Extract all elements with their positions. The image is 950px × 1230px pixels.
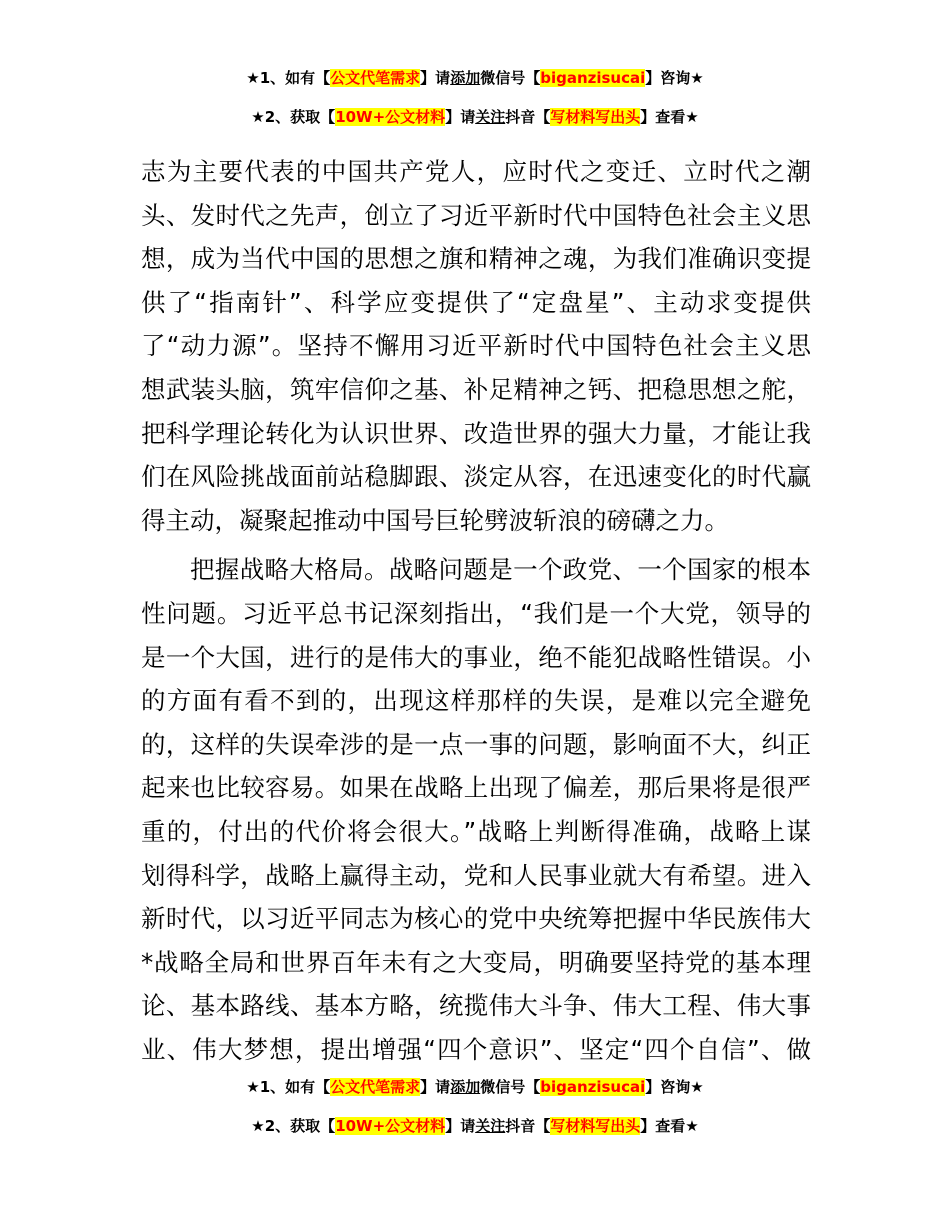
- banner-line-2-suffix: 】查看★: [640, 108, 699, 126]
- paragraph-1-line: 头、发时代之先声，创立了习近平新时代中国特色社会主义思: [141, 200, 811, 230]
- paragraph-2-line: 性问题。习近平总书记深刻指出，“我们是一个大党，领导的: [141, 598, 811, 628]
- paragraph-1-line: 供了“指南针”、科学应变提供了“定盘星”、主动求变提供: [141, 287, 811, 317]
- document-body: [141, 150, 811, 1071]
- banner-line-2-prefix: ★2、获取【: [251, 1117, 336, 1135]
- banner-line-2: [0, 1116, 950, 1136]
- banner-line-2-underlined: 关注: [475, 108, 506, 126]
- paragraph-2-line: 的方面有看不到的，出现这样那样的失误，是难以完全避免: [141, 686, 811, 716]
- banner-line-1-suffix: 】咨询★: [645, 1078, 704, 1096]
- banner-line-2-highlight-douyin: 写材料写出头: [550, 108, 641, 126]
- paragraph-2: [141, 548, 811, 1071]
- paragraph-1-line: 了“动力源”。坚持不懈用习近平新时代中国特色社会主义思: [141, 331, 811, 361]
- banner-line-2-underlined: 关注: [475, 1117, 506, 1135]
- banner-line-1-mid1: 】请: [420, 69, 451, 87]
- banner-line-1-prefix: ★1、如有【: [246, 1078, 331, 1096]
- banner-line-1-underlined: 添加: [450, 1078, 481, 1096]
- paragraph-1: [141, 150, 811, 542]
- banner-line-1-mid2: 微信号【: [480, 69, 541, 87]
- banner-line-1-suffix: 】咨询★: [645, 69, 704, 87]
- banner-line-2-mid1: 】请: [445, 1117, 476, 1135]
- paragraph-2-line: 划得科学，战略上赢得主动，党和人民事业就大有希望。进入: [141, 860, 811, 890]
- banner-line-2-highlight-materials: 10W+公文材料: [335, 108, 446, 126]
- paragraph-1-line: 志为主要代表的中国共产党人，应时代之变迁、立时代之潮: [141, 157, 811, 186]
- paragraph-2-line: 是一个大国，进行的是伟大的事业，绝不能犯战略性错误。小: [141, 642, 811, 672]
- paragraph-1-line: 把科学理论转化为认识世界、改造世界的强大力量，才能让我: [141, 418, 811, 448]
- banner-line-2: [0, 107, 950, 127]
- banner-line-1-highlight-service: 公文代笔需求: [330, 69, 421, 87]
- paragraph-2-line: 重的，付出的代价将会很大。”战略上判断得准确，战略上谋: [141, 816, 811, 846]
- paragraph-2-line: *战略全局和世界百年未有之大变局，明确要坚持党的基本理: [141, 947, 811, 977]
- banner-line-2-mid2: 抖音【: [505, 108, 551, 126]
- paragraph-2-line: 论、基本路线、基本方略，统揽伟大斗争、伟大工程、伟大事: [141, 991, 811, 1021]
- paragraph-2-line: 的，这样的失误牵涉的是一点一事的问题，影响面不大，纠正: [141, 729, 811, 759]
- banner-line-1: [0, 68, 950, 88]
- paragraph-2-line: 起来也比较容易。如果在战略上出现了偏差，那后果将是很严: [141, 773, 811, 803]
- banner-line-2-mid2: 抖音【: [505, 1117, 551, 1135]
- banner-line-2-highlight-materials: 10W+公文材料: [335, 1117, 446, 1135]
- banner-line-1-prefix: ★1、如有【: [246, 69, 331, 87]
- paragraph-1-line: 得主动，凝聚起推动中国号巨轮劈波斩浪的磅礴之力。: [141, 505, 729, 535]
- paragraph-2-line: 新时代，以习近平同志为核心的党中央统筹把握中华民族伟大: [141, 904, 811, 934]
- banner-line-2-highlight-douyin: 写材料写出头: [550, 1117, 641, 1135]
- banner-line-2-mid1: 】请: [445, 108, 476, 126]
- banner-line-1-highlight-wechat: biganzisucai: [540, 69, 646, 87]
- banner-line-1-highlight-wechat: biganzisucai: [540, 1078, 646, 1096]
- paragraph-1-line: 想，成为当代中国的思想之旗和精神之魂，为我们准确识变提: [141, 244, 811, 274]
- banner-line-2-suffix: 】查看★: [640, 1117, 699, 1135]
- paragraph-1-line: 们在风险挑战面前站稳脚跟、淡定从容，在迅速变化的时代赢: [141, 462, 811, 492]
- paragraph-1-line: 想武装头脑，筑牢信仰之基、补足精神之钙、把稳思想之舵，: [141, 374, 811, 404]
- banner-line-1-highlight-service: 公文代笔需求: [330, 1078, 421, 1096]
- banner-line-1: [0, 1077, 950, 1097]
- top-banner: [0, 68, 950, 127]
- banner-line-1-mid1: 】请: [420, 1078, 451, 1096]
- bottom-banner: [0, 1077, 950, 1136]
- banner-line-2-prefix: ★2、获取【: [251, 108, 336, 126]
- paragraph-2-line: 业、伟大梦想，提出增强“四个意识”、坚定“四个自信”、做: [141, 1034, 811, 1064]
- paragraph-2-line: 把握战略大格局。战略问题是一个政党、一个国家的根本: [190, 555, 811, 585]
- banner-line-1-mid2: 微信号【: [480, 1078, 541, 1096]
- banner-line-1-underlined: 添加: [450, 69, 481, 87]
